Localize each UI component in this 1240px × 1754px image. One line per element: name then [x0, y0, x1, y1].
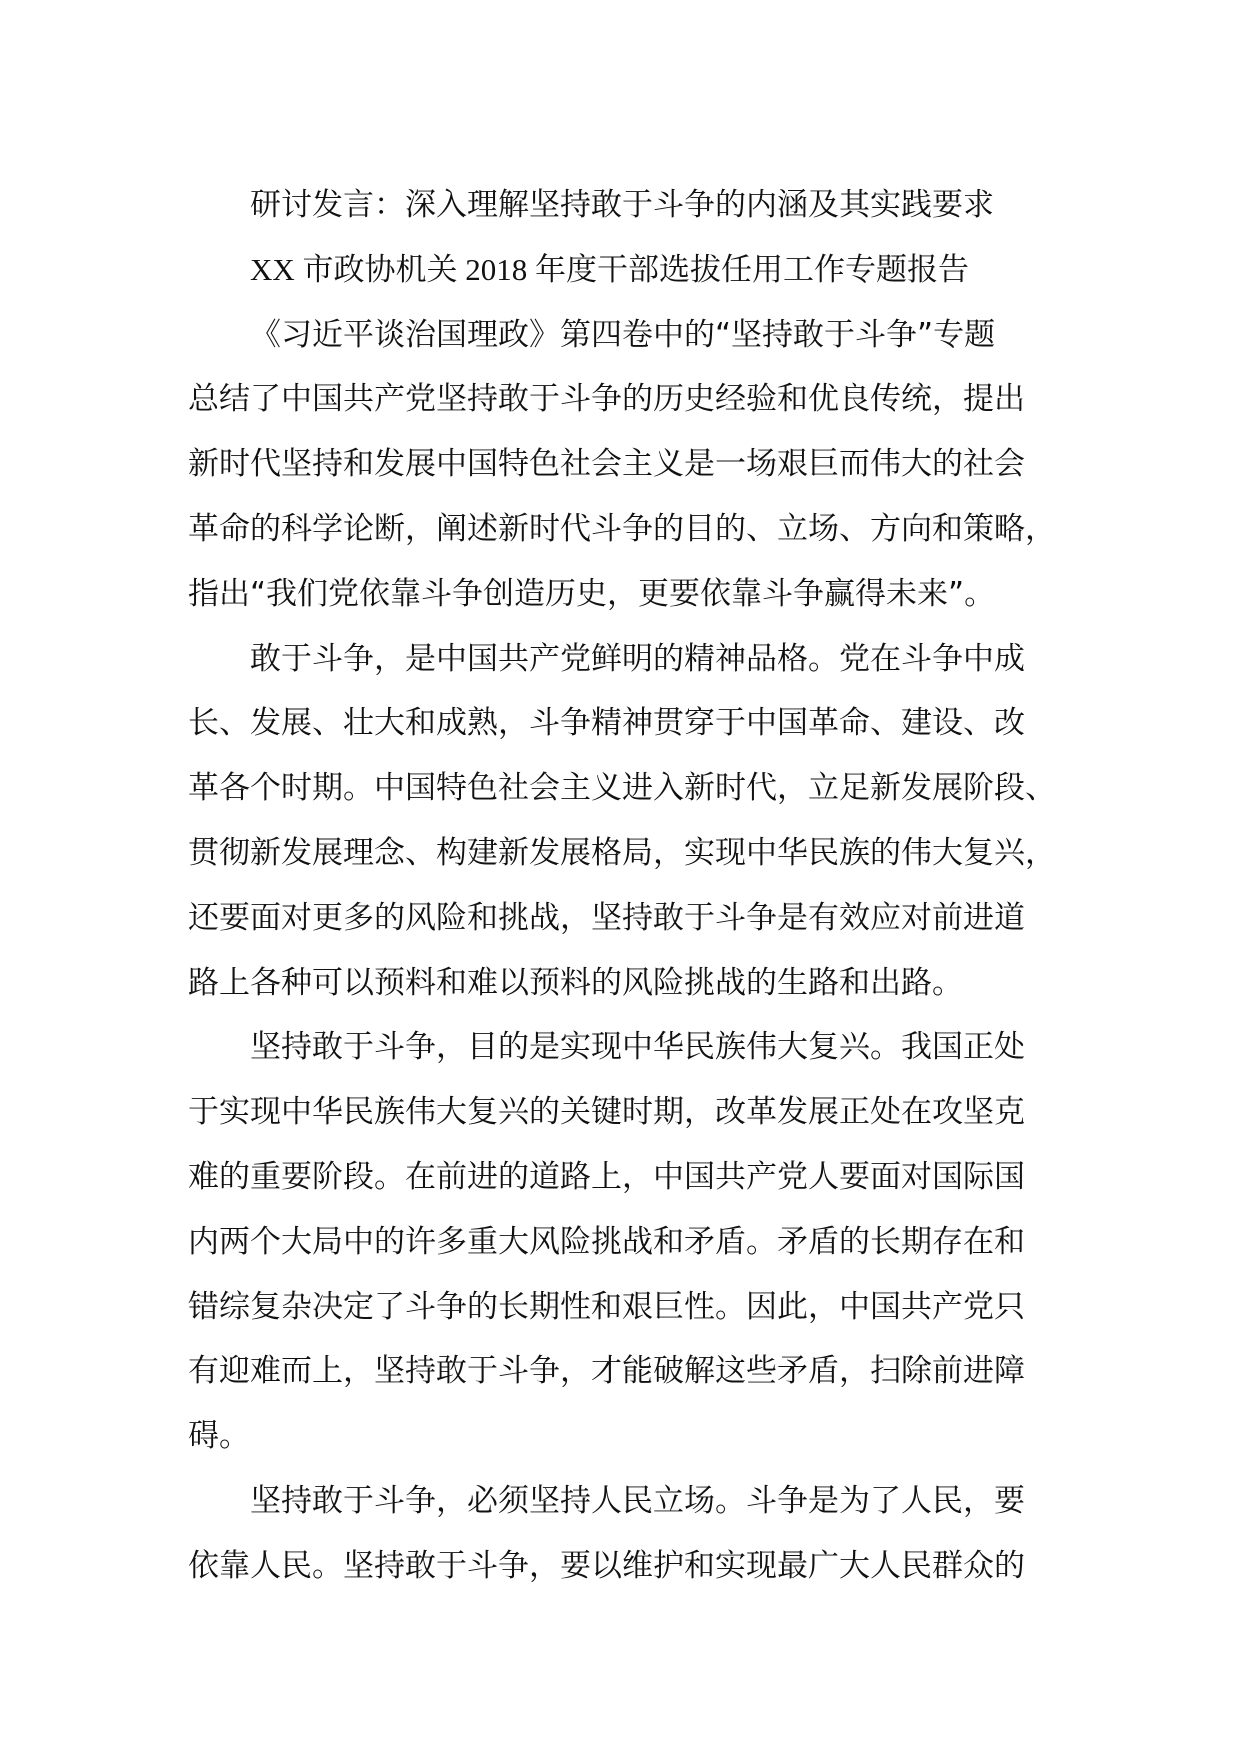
- paragraph-line: 总结了中国共产党坚持敢于斗争的历史经验和优良传统，提出: [188, 381, 1025, 418]
- paragraph-line: 新时代坚持和发展中国特色社会主义是一场艰巨而伟大的社会: [188, 446, 1025, 483]
- paragraph-line: 《习近平谈治国理政》第四卷中的“坚持敢于斗争”专题: [250, 316, 996, 353]
- paragraph-line: 贯彻新发展理念、构建新发展格局，实现中华民族的伟大复兴，: [188, 834, 1056, 871]
- paragraph-line: 错综复杂决定了斗争的长期性和艰巨性。因此，中国共产党只: [188, 1288, 1025, 1325]
- paragraph-line: 于实现中华民族伟大复兴的关键时期，改革发展正处在攻坚克: [188, 1094, 1025, 1131]
- paragraph-line: 内两个大局中的许多重大风险挑战和矛盾。矛盾的长期存在和: [188, 1223, 1025, 1260]
- paragraph-line: 革各个时期。中国特色社会主义进入新时代，立足新发展阶段、: [188, 770, 1056, 807]
- paragraph-1: [188, 303, 1088, 627]
- paragraph-line: 坚持敢于斗争，目的是实现中华民族伟大复兴。我国正处: [250, 1029, 1025, 1066]
- paragraph-line: 还要面对更多的风险和挑战，坚持敢于斗争是有效应对前进道: [188, 899, 1025, 936]
- paragraph-line: 坚持敢于斗争，必须坚持人民立场。斗争是为了人民，要: [250, 1482, 1025, 1519]
- paragraph-line: 难的重要阶段。在前进的道路上，中国共产党人要面对国际国: [188, 1158, 1025, 1195]
- paragraph-line: 指出“我们党依靠斗争创造历史，更要依靠斗争赢得未来”。: [188, 575, 996, 612]
- document-body: [188, 173, 1088, 1599]
- document-subtitle: XX 市政协机关 2018 年度干部选拔任用工作专题报告: [250, 251, 970, 287]
- paragraph-2: [188, 627, 1088, 1016]
- paragraph-line: 敢于斗争，是中国共产党鲜明的精神品格。党在斗争中成: [250, 640, 1025, 677]
- paragraph-line: 长、发展、壮大和成熟，斗争精神贯穿于中国革命、建设、改: [188, 705, 1025, 742]
- paragraph-line: 依靠人民。坚持敢于斗争，要以维护和实现最广大人民群众的: [188, 1547, 1025, 1584]
- document-title: 研讨发言：深入理解坚持敢于斗争的内涵及其实践要求: [250, 187, 994, 223]
- paragraph-4: [188, 1469, 1088, 1599]
- paragraph-3: [188, 1015, 1088, 1469]
- paragraph-line: 革命的科学论断，阐述新时代斗争的目的、立场、方向和策略，: [188, 510, 1056, 547]
- paragraph-line: 碍。: [188, 1418, 250, 1455]
- paragraph-line: 路上各种可以预料和难以预料的风险挑战的生路和出路。: [188, 964, 963, 1001]
- paragraph-line: 有迎难而上，坚持敢于斗争，才能破解这些矛盾，扫除前进障: [188, 1353, 1025, 1390]
